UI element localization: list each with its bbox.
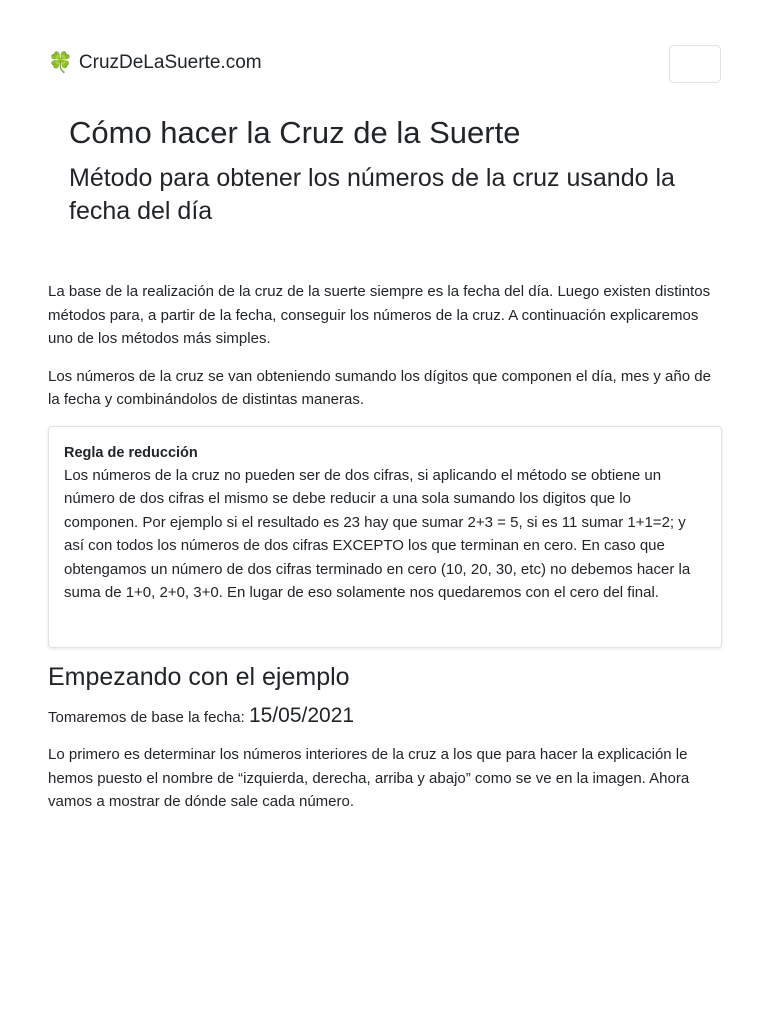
base-date-line [48, 704, 722, 730]
intro-paragraph-1: La base de la realización de la cruz de la suerte siempre es la fecha del día. Luego existen distintos métodos para, a partir de la fecha, conseguir los números de la cruz. A continuación explicaremos uno de los métodos más simples. [48, 283, 711, 347]
example-section-title: Empezando con el ejemplo [48, 662, 350, 691]
reduction-rule-card [48, 426, 722, 648]
base-date-label: Tomaremos de base la fecha: [48, 708, 245, 726]
brand-link[interactable] [48, 52, 262, 74]
menu-toggle-button[interactable] [669, 45, 721, 83]
base-date-value: 15/05/2021 [248, 703, 355, 727]
intro-paragraph-2: Los números de la cruz se van obteniendo sumando los dígitos que componen el día, mes y año de la fecha y combinándolos de distintas maneras. [48, 367, 711, 408]
rule-title: Regla de reducción [64, 444, 198, 461]
page-subtitle: Método para obtener los números de la cruz usando la fecha del día [69, 164, 675, 225]
navbar [0, 0, 768, 130]
brand-name: CruzDeLaSuerte.com [78, 52, 262, 73]
clover-icon: 🍀 [48, 52, 73, 74]
rule-text: Los números de la cruz no pueden ser de dos cifras, si aplicando el método se obtiene un número de dos cifras el mismo se debe reducir a una sola sumando los digitos que lo componen. Por ejemplo si el resultado es 23 hay que sumar 2+3 = 5, si es 11 sumar 1+1=2; y así con todos los números de dos cifras EXCEPTO los que terminan en cero. En caso que obtengamos un número de dos cifras terminado en cero (10, 20, 30, etc) no debemos hacer la suma de 1+0, 2+0, 3+0. En lugar de eso solamente nos quedaremos con el cero del final. [64, 466, 691, 601]
article-content [48, 280, 722, 828]
page-title: Cómo hacer la Cruz de la Suerte [69, 115, 521, 150]
example-paragraph-1: Lo primero es determinar los números interiores de la cruz a los que para hacer la explicación le hemos puesto el nombre de “izquierda, derecha, arriba y abajo” como se ve en la imagen. Ahora vamos a mostrar de dónde sale cada número. [48, 746, 690, 810]
page-header [69, 114, 709, 228]
